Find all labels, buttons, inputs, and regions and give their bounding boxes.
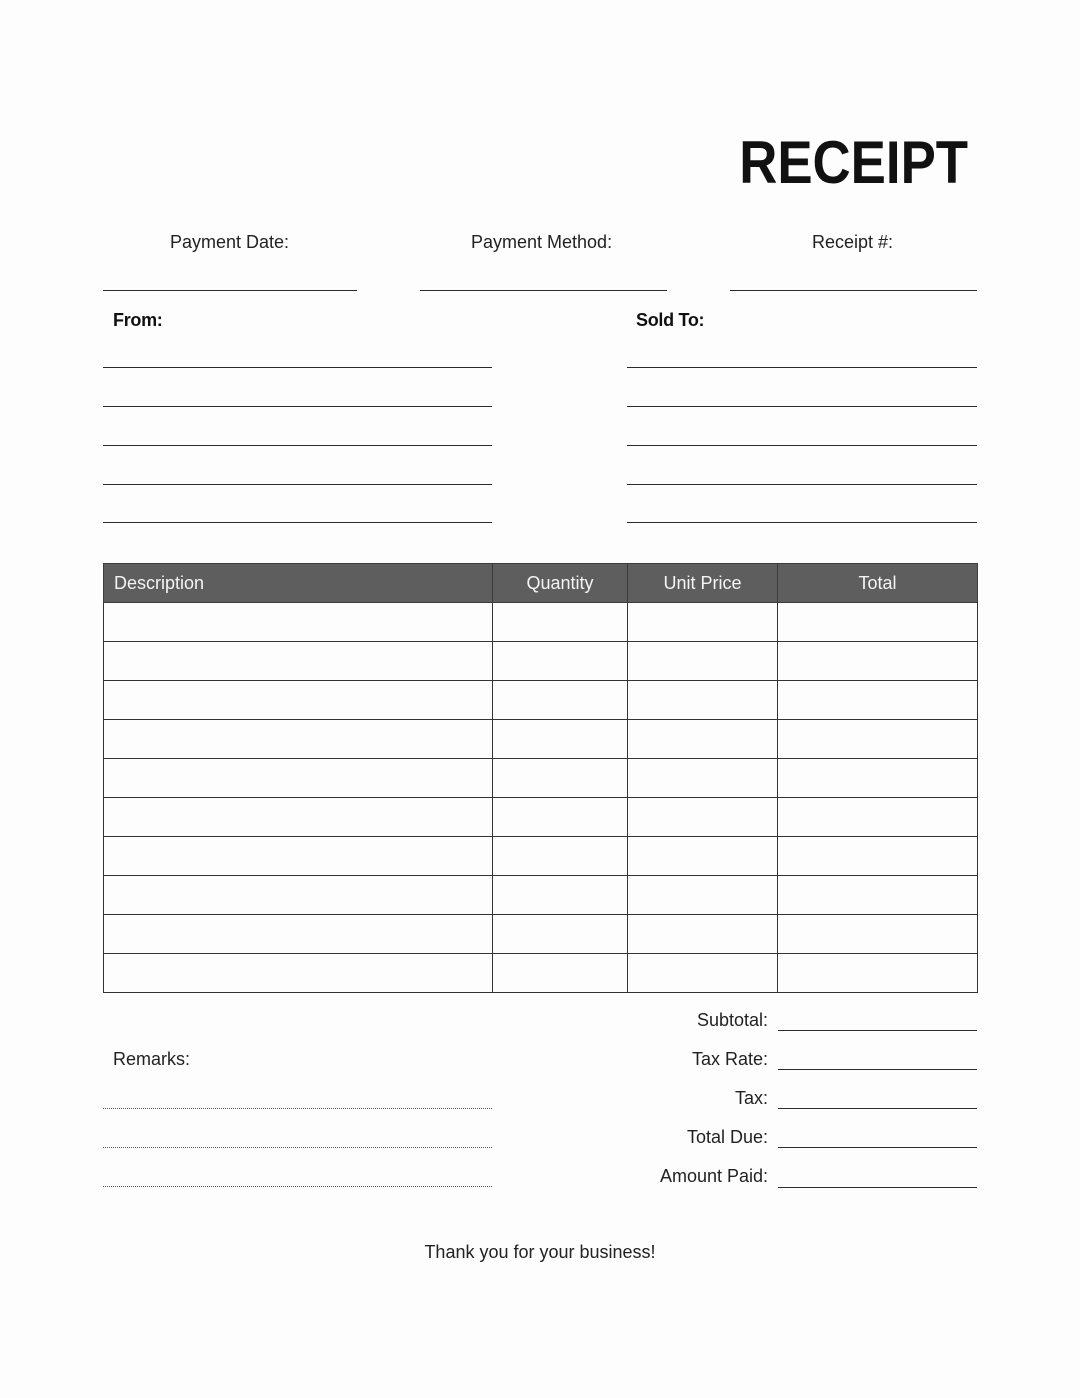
- description-cell[interactable]: [104, 642, 493, 681]
- total-cell[interactable]: [778, 681, 978, 720]
- tax-rate-field[interactable]: [778, 1069, 977, 1070]
- sold-to-line[interactable]: [627, 367, 977, 368]
- table-row: [104, 720, 978, 759]
- column-header-unit-price: Unit Price: [628, 564, 778, 603]
- quantity-cell[interactable]: [493, 837, 628, 876]
- table-row: [104, 798, 978, 837]
- quantity-cell[interactable]: [493, 603, 628, 642]
- column-header-description: Description: [104, 564, 493, 603]
- quantity-cell[interactable]: [493, 954, 628, 993]
- from-line[interactable]: [103, 522, 492, 523]
- description-cell[interactable]: [104, 915, 493, 954]
- total-cell[interactable]: [778, 759, 978, 798]
- total-cell[interactable]: [778, 798, 978, 837]
- table-row: [104, 681, 978, 720]
- total-cell[interactable]: [778, 954, 978, 993]
- unit-price-cell[interactable]: [628, 876, 778, 915]
- payment-date-label: Payment Date:: [170, 232, 290, 252]
- unit-price-cell[interactable]: [628, 681, 778, 720]
- table-row: [104, 603, 978, 642]
- total-cell[interactable]: [778, 603, 978, 642]
- table-row: [104, 642, 978, 681]
- amount-paid-label: Amount Paid:: [659, 1166, 768, 1186]
- quantity-cell[interactable]: [493, 720, 628, 759]
- quantity-cell[interactable]: [493, 915, 628, 954]
- description-cell[interactable]: [104, 759, 493, 798]
- sold-to-label: Sold To:: [636, 310, 705, 330]
- remarks-label: Remarks:: [113, 1049, 191, 1069]
- sold-to-line[interactable]: [627, 522, 977, 523]
- unit-price-cell[interactable]: [628, 720, 778, 759]
- unit-price-cell[interactable]: [628, 837, 778, 876]
- items-table: [103, 563, 978, 993]
- table-row: [104, 876, 978, 915]
- from-line[interactable]: [103, 445, 492, 446]
- tax-label: Tax:: [734, 1088, 768, 1108]
- table-row: [104, 837, 978, 876]
- description-cell[interactable]: [104, 954, 493, 993]
- table-row: [104, 915, 978, 954]
- total-due-field[interactable]: [778, 1147, 977, 1148]
- payment-method-label: Payment Method:: [471, 232, 613, 252]
- quantity-cell[interactable]: [493, 681, 628, 720]
- payment-date-field[interactable]: [103, 290, 357, 291]
- total-cell[interactable]: [778, 876, 978, 915]
- remarks-line[interactable]: [103, 1147, 492, 1148]
- unit-price-cell[interactable]: [628, 798, 778, 837]
- unit-price-cell[interactable]: [628, 915, 778, 954]
- description-cell[interactable]: [104, 681, 493, 720]
- quantity-cell[interactable]: [493, 642, 628, 681]
- unit-price-cell[interactable]: [628, 603, 778, 642]
- total-due-label: Total Due:: [686, 1127, 768, 1147]
- total-cell[interactable]: [778, 837, 978, 876]
- from-line[interactable]: [103, 367, 492, 368]
- column-header-total: Total: [778, 564, 978, 603]
- receipt-title: RECEIPT: [739, 129, 968, 196]
- total-cell[interactable]: [778, 720, 978, 759]
- unit-price-cell[interactable]: [628, 642, 778, 681]
- description-cell[interactable]: [104, 720, 493, 759]
- description-cell[interactable]: [104, 603, 493, 642]
- table-row: [104, 759, 978, 798]
- sold-to-line[interactable]: [627, 484, 977, 485]
- description-cell[interactable]: [104, 837, 493, 876]
- quantity-cell[interactable]: [493, 759, 628, 798]
- subtotal-label: Subtotal:: [696, 1010, 768, 1030]
- receipt-number-label: Receipt #:: [812, 232, 894, 252]
- from-line[interactable]: [103, 484, 492, 485]
- column-header-quantity: Quantity: [493, 564, 628, 603]
- table-row: [104, 954, 978, 993]
- table-header-row: [104, 564, 978, 603]
- thank-you-note: Thank you for your business!: [424, 1242, 656, 1262]
- from-label: From:: [113, 310, 163, 330]
- description-cell[interactable]: [104, 876, 493, 915]
- total-cell[interactable]: [778, 642, 978, 681]
- from-line[interactable]: [103, 406, 492, 407]
- payment-method-field[interactable]: [420, 290, 667, 291]
- receipt-number-field[interactable]: [730, 290, 977, 291]
- amount-paid-field[interactable]: [778, 1187, 977, 1188]
- tax-field[interactable]: [778, 1108, 977, 1109]
- unit-price-cell[interactable]: [628, 954, 778, 993]
- tax-rate-label: Tax Rate:: [691, 1049, 768, 1069]
- remarks-line[interactable]: [103, 1186, 492, 1187]
- remarks-line[interactable]: [103, 1108, 492, 1109]
- unit-price-cell[interactable]: [628, 759, 778, 798]
- subtotal-field[interactable]: [778, 1030, 977, 1031]
- description-cell[interactable]: [104, 798, 493, 837]
- quantity-cell[interactable]: [493, 798, 628, 837]
- total-cell[interactable]: [778, 915, 978, 954]
- sold-to-line[interactable]: [627, 406, 977, 407]
- sold-to-line[interactable]: [627, 445, 977, 446]
- quantity-cell[interactable]: [493, 876, 628, 915]
